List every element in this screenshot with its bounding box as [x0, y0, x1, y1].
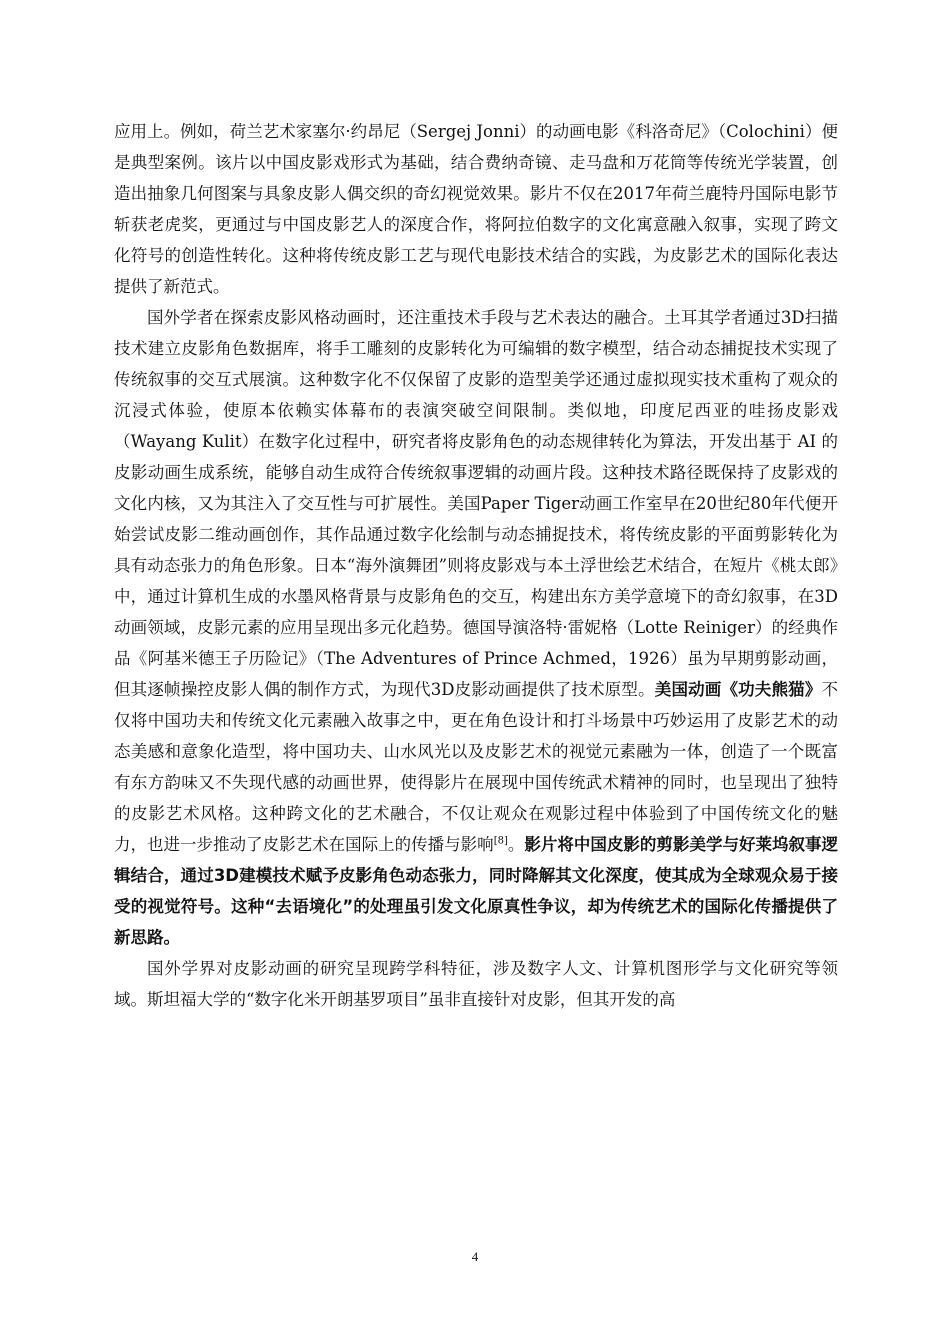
paragraph-2-middle-text: 不仅将中国功夫和传统文化元素融入故事之中，更在角色设计和打斗场景中巧妙运用了皮影艺术的动态美感和意象化造型，将中国功夫、山水风光以及皮影艺术的视觉元素融为一体，创造了一个既富有东方韵味又不失现代感的动画世界，使得影片在展现中国传统武术精神的同时，也呈现出了独特的皮影艺术风格。这种跨文化的艺术融合，不仅让观众在观影过程中体验到了中国传统文化的魅力，也进一步推动了皮影艺术在国际上的传播与影响: [114, 680, 838, 854]
paragraph-3: [114, 953, 838, 1015]
paragraph-2: [114, 302, 838, 953]
paragraph-1-text: 应用上。例如，荷兰艺术家塞尔·约昂尼（Sergej Jonni）的动画电影《科洛奇尼》（Colochini）便是典型案例。该片以中国皮影戏形式为基础，结合费纳奇镜、走马盘和万花筒等传统光学装置，创造出抽象几何图案与具象皮影人偶交织的奇幻视觉效果。影片不仅在2017年荷兰鹿特丹国际电影节斩获老虎奖，更通过与中国皮影艺人的深度合作，将阿拉伯数字的文化寓意融入叙事，实现了跨文化符号的创造性转化。这种将传统皮影工艺与现代电影技术结合的实践，为皮影艺术的国际化表达提供了新范式。: [114, 122, 838, 296]
document-body: [114, 116, 838, 1015]
paragraph-1: [114, 116, 838, 302]
paragraph-2-text: 国外学者在探索皮影风格动画时，还注重技术手段与艺术表达的融合。土耳其学者通过3D扫描技术建立皮影角色数据库，将手工雕刻的皮影转化为可编辑的数字模型，结合动态捕捉技术实现了传统叙事的交互式展演。这种数字化不仅保留了皮影的造型美学还通过虚拟现实技术重构了观众的沉浸式体验，使原本依赖实体幕布的表演突破空间限制。类似地，印度尼西亚的哇扬皮影戏（Wayang Kulit）在数字化过程中，研究者将皮影角色的动态规律转化为算法，开发出基于 AI 的皮影动画生成系统，能够自动生成符合传统叙事逻辑的动画片段。这种技术路径既保持了皮影戏的文化内核，又为其注入了交互性与可扩展性。美国Paper Tiger动画工作室早在20世纪80年代便开始尝试皮影二维动画创作，其作品通过数字化绘制与动态捕捉技术，将传统皮影的平面剪影转化为具有动态张力的角色形象。日本“海外演舞团”则将皮影戏与本土浮世绘艺术结合，在短片《桃太郎》中，通过计算机生成的水墨风格背景与皮影角色的交互，构建出东方美学意境下的奇幻叙事，在3D动画领域，皮影元素的应用呈现出多元化趋势。德国导演洛特·雷妮格（Lotte Reiniger）的经典作品《阿基米德王子历险记》（The Adventures of Prince Achmed，1926）虽为早期剪影动画，但其逐帧操控皮影人偶的制作方式，为现代3D皮影动画提供了技术原型。: [114, 308, 838, 699]
paragraph-2-period: 。: [507, 835, 525, 854]
paragraph-3-text: 国外学界对皮影动画的研究呈现跨学科特征，涉及数字人文、计算机图形学与文化研究等领域。斯坦福大学的“数字化米开朗基罗项目”虽非直接针对皮影，但其开发的高: [114, 959, 838, 1009]
page-number: 4: [471, 1249, 479, 1264]
citation-reference: [8]: [493, 835, 508, 847]
kung-fu-panda-title: 美国动画《功夫熊猫》: [654, 680, 822, 699]
paragraph-2-bold-text: 影片将中国皮影的剪影美学与好莱坞叙事逻辑结合，通过3D建模技术赋予皮影角色动态张力，同时降解其文化深度，使其成为全球观众易于接受的视觉符号。这种“去语境化”的处理虽引发文化原真性争议，却为传统艺术的国际化传播提供了新思路。: [114, 835, 839, 947]
